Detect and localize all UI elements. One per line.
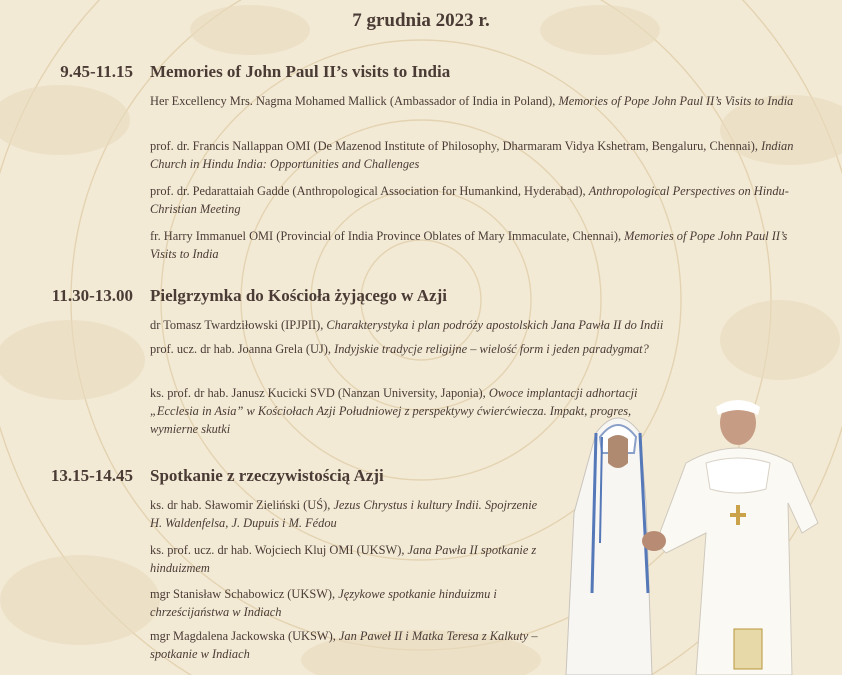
talk-item — [150, 137, 806, 182]
talk-speaker: dr Tomasz Twardziłowski (IPJPII), — [150, 318, 327, 332]
session-time: 11.30-13.00 — [51, 286, 133, 305]
talk-speaker: prof. dr. Francis Nallappan OMI (De Mazenod Institute of Philosophy, Dharmaram Vidya Kshetram, Bengaluru, Chennai), — [150, 139, 762, 153]
talk-speaker: Her Excellency Mrs. Nagma Mohamed Mallick (Ambassador of India in Poland), — [150, 94, 559, 108]
talk-item — [150, 182, 806, 227]
session-time: 9.45-11.15 — [60, 62, 133, 81]
session-time: 13.15-14.45 — [50, 466, 133, 485]
talk-topic: Indian Church in Hindu India: Opportunities and Challenges — [150, 139, 794, 171]
talk-topic: Jan Paweł II i Matka Teresa z Kalkuty – spotkanie w Indiach — [150, 629, 538, 661]
talk-topic: Memories of Pope John Paul II’s Visits to India — [558, 94, 794, 108]
session-title: Pielgrzymka do Kościoła żyjącego w Azji — [150, 286, 447, 305]
talk-topic: Indyjskie tradycje religijne – wielość form i jeden paradygmat? — [334, 342, 649, 356]
talk-item — [150, 340, 650, 384]
session-items — [150, 496, 550, 667]
pope-and-nun-photo — [556, 393, 842, 675]
talk-topic: Owoce implantacji adhortacji „Ecclesia in Asia” w Kościołach Azji Południowej z perspektywy ćwierćwiecza. Impakt, progres, wymierne skutki — [150, 386, 638, 436]
talk-speaker: mgr Stanisław Schabowicz (UKSW), — [150, 587, 339, 601]
session-items — [150, 92, 806, 272]
talk-speaker: ks. prof. dr hab. Janusz Kucicki SVD (Nanzan University, Japonia), — [150, 386, 489, 400]
talk-speaker: prof. ucz. dr hab. Joanna Grela (UJ), — [150, 342, 335, 356]
talk-speaker: ks. dr hab. Sławomir Zieliński (UŚ), — [150, 498, 334, 512]
talk-speaker: prof. dr. Pedarattaiah Gadde (Anthropological Association for Humankind, Hyderabad), — [150, 184, 589, 198]
talk-speaker: ks. prof. ucz. dr hab. Wojciech Kluj OMI (UKSW), — [150, 543, 408, 557]
talk-item — [150, 316, 806, 340]
talk-item — [150, 627, 550, 667]
talk-item — [150, 585, 550, 627]
event-date: 7 grudnia 2023 r. — [352, 10, 490, 31]
talk-speaker: mgr Magdalena Jackowska (UKSW), — [150, 629, 339, 643]
session-title: Memories of John Paul II’s visits to India — [150, 62, 451, 81]
talk-topic: Językowe spotkanie hinduizmu i chrześcijaństwa w Indiach — [150, 587, 497, 619]
talk-item — [150, 541, 550, 585]
talk-item — [150, 92, 806, 137]
talk-topic: Anthropological Perspectives on Hindu-Christian Meeting — [150, 184, 789, 216]
session-title: Spotkanie z rzeczywistością Azji — [150, 466, 384, 485]
talk-speaker: fr. Harry Immanuel OMI (Provincial of India Province Oblates of Mary Immaculate, Chennai), — [150, 229, 625, 243]
talk-topic: Charakterystyka i plan podróży apostolskich Jana Pawła II do Indii — [326, 318, 664, 332]
talk-topic: Memories of Pope John Paul II’s Visits to India — [150, 229, 788, 261]
talk-item — [150, 227, 806, 272]
talk-topic: Jezus Chrystus i kultury Indii. Spojrzenie H. Waldenfelsa, J. Dupuis i M. Fédou — [150, 498, 538, 530]
talk-topic: Jana Pawła II spotkanie z hinduizmem — [150, 543, 537, 575]
talk-item — [150, 496, 550, 541]
